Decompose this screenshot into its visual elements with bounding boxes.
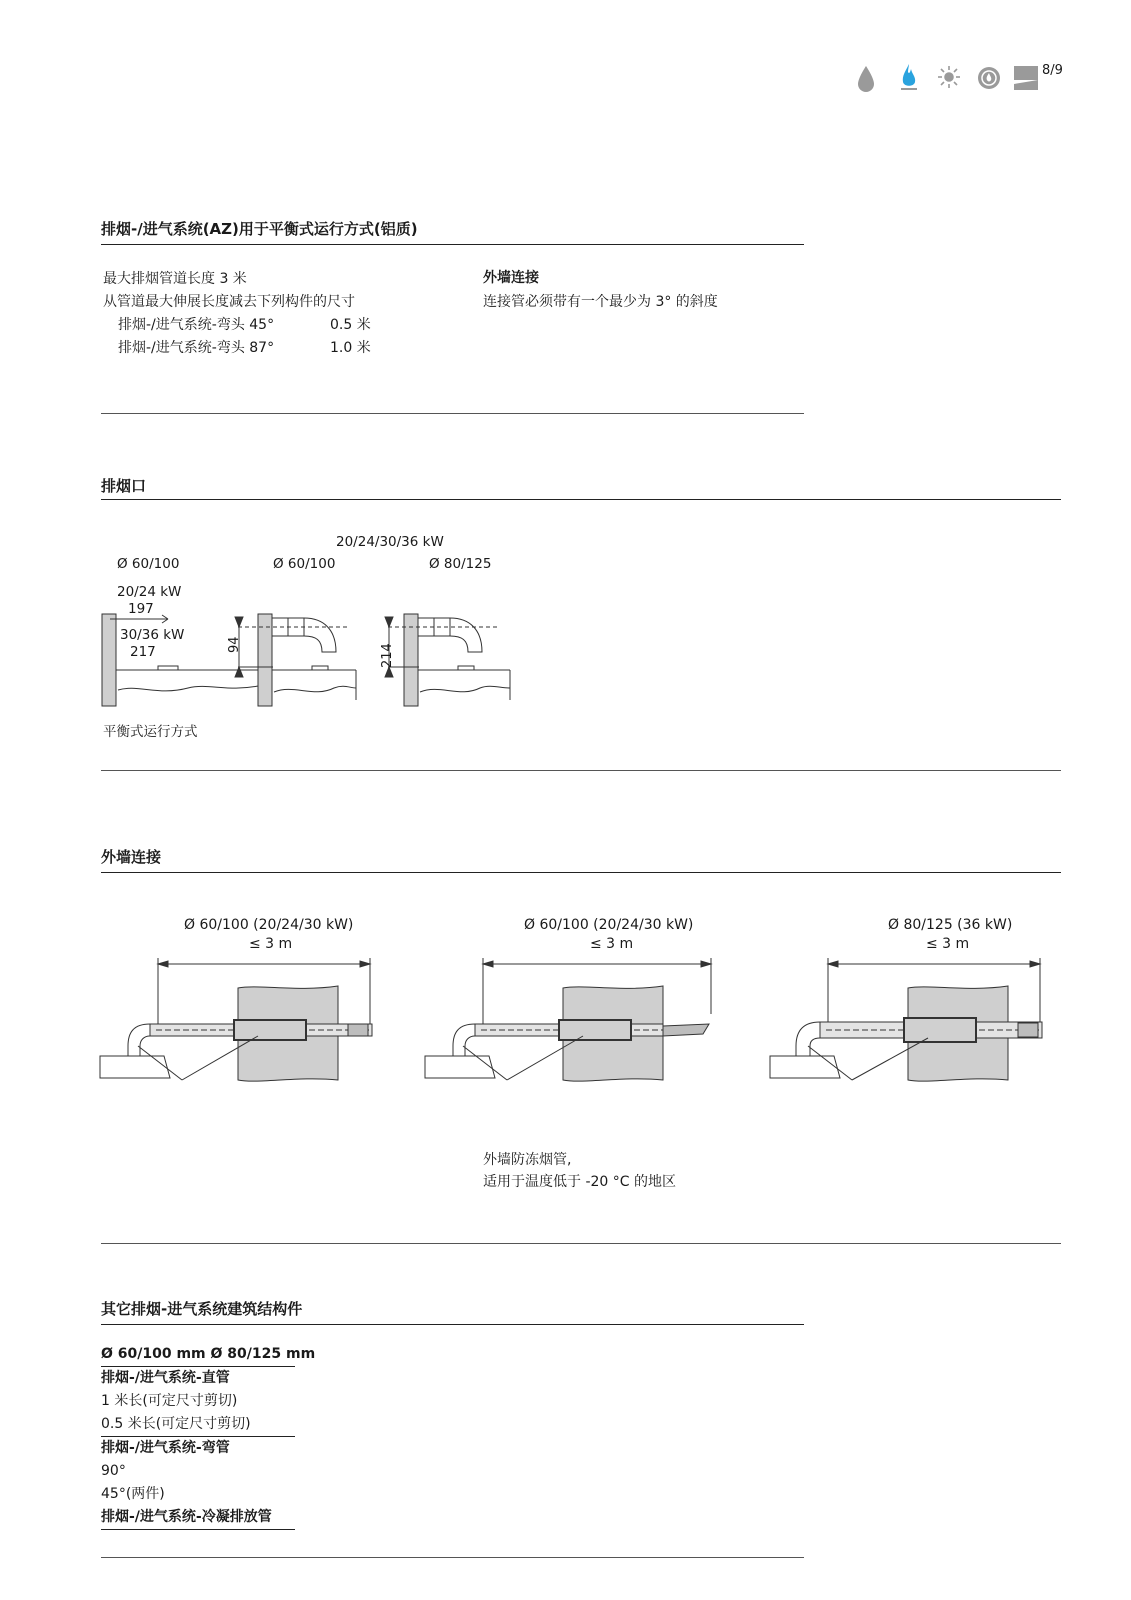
section-title-flue-outlet: 排烟口	[101, 477, 147, 495]
deduction-value: 0.5 米	[330, 317, 371, 333]
product-icons	[858, 62, 1038, 98]
list-item: 排烟-/进气系统-直管	[101, 1370, 230, 1386]
diameter-label: Ø 80/125	[429, 556, 492, 572]
wall-connection-detail-2	[425, 958, 711, 1081]
components-list	[101, 1343, 316, 1530]
wall-connection-detail-1	[100, 958, 372, 1081]
section-title-flue-system: 排烟-/进气系统(AZ)用于平衡式运行方式(铝质)	[101, 220, 418, 238]
wall-connection-subtitle: 外墙连接	[483, 270, 539, 286]
dimension-214: 214	[380, 643, 395, 668]
section-title-other-components: 其它排烟-进气系统建筑结构件	[101, 1300, 303, 1318]
pipe-length-label: ≤ 3 m	[590, 936, 634, 952]
pipe-diameter-label: Ø 80/125 (36 kW)	[888, 917, 1013, 933]
section-divider	[101, 499, 1061, 500]
flue-outlet-detail-2	[235, 614, 356, 706]
list-item: 排烟-/进气系统-冷凝排放管	[101, 1506, 295, 1530]
sun-icon	[938, 66, 960, 88]
diameter-label: Ø 60/100	[117, 556, 180, 572]
list-item: 1 米长(可定尺寸剪切)	[101, 1393, 238, 1409]
wall-connection-detail-3	[770, 958, 1042, 1081]
section-divider	[101, 413, 804, 414]
condensing-icon	[978, 67, 1000, 89]
section-divider	[101, 244, 804, 245]
dimension-label: 197	[128, 601, 154, 617]
list-item: 45°(两件)	[101, 1486, 165, 1502]
list-item: 0.5 米长(可定尺寸剪切)	[101, 1413, 295, 1437]
pipe-length-label: ≤ 3 m	[249, 936, 293, 952]
deduction-label: 排烟-/进气系统-弯头 87°	[118, 340, 275, 356]
section-divider	[101, 1557, 804, 1558]
power-range-label: 20/24/30/36 kW	[336, 534, 444, 550]
gas-flame-icon	[901, 64, 917, 90]
page-number: 8/9	[1042, 63, 1063, 78]
list-item: 排烟-/进气系统-弯管	[101, 1440, 230, 1456]
antifreeze-note: 外墙防冻烟管,	[483, 1152, 572, 1168]
wall-connection-text: 连接管必须带有一个最少为 3° 的斜度	[483, 294, 718, 310]
deduction-value: 1.0 米	[330, 340, 371, 356]
max-length-text: 最大排烟管道长度 3 米	[103, 271, 247, 287]
pipe-diameter-label: Ø 60/100 (20/24/30 kW)	[184, 917, 354, 933]
section-divider	[101, 770, 1061, 771]
section-divider	[101, 1243, 1061, 1244]
list-item: Ø 60/100 mm Ø 80/125 mm	[101, 1343, 295, 1367]
power-label: 20/24 kW	[117, 584, 182, 600]
diameter-label: Ø 60/100	[273, 556, 336, 572]
deduct-text: 从管道最大伸展长度减去下列构件的尺寸	[103, 294, 355, 310]
list-item: 90°	[101, 1463, 126, 1479]
flue-outlet-detail-1	[102, 614, 258, 706]
section-title-wall-connection: 外墙连接	[101, 848, 162, 866]
wall-connection-diagrams	[98, 950, 1068, 1090]
diagram-caption: 平衡式运行方式	[103, 724, 198, 740]
antifreeze-note: 适用于温度低于 -20 °C 的地区	[483, 1174, 676, 1190]
pipe-diameter-label: Ø 60/100 (20/24/30 kW)	[524, 917, 694, 933]
dimension-94: 94	[227, 636, 242, 653]
wall-mount-icon	[1014, 66, 1038, 90]
flue-outlet-detail-3	[385, 614, 510, 706]
flue-outlet-diagram	[98, 600, 538, 710]
pipe-length-label: ≤ 3 m	[926, 936, 970, 952]
water-drop-icon	[858, 66, 874, 92]
section-divider	[101, 1324, 804, 1325]
deduction-label: 排烟-/进气系统-弯头 45°	[118, 317, 275, 333]
section-divider	[101, 872, 1061, 873]
power-label: 30/36 kW	[120, 627, 185, 643]
dimension-label: 217	[130, 644, 156, 660]
